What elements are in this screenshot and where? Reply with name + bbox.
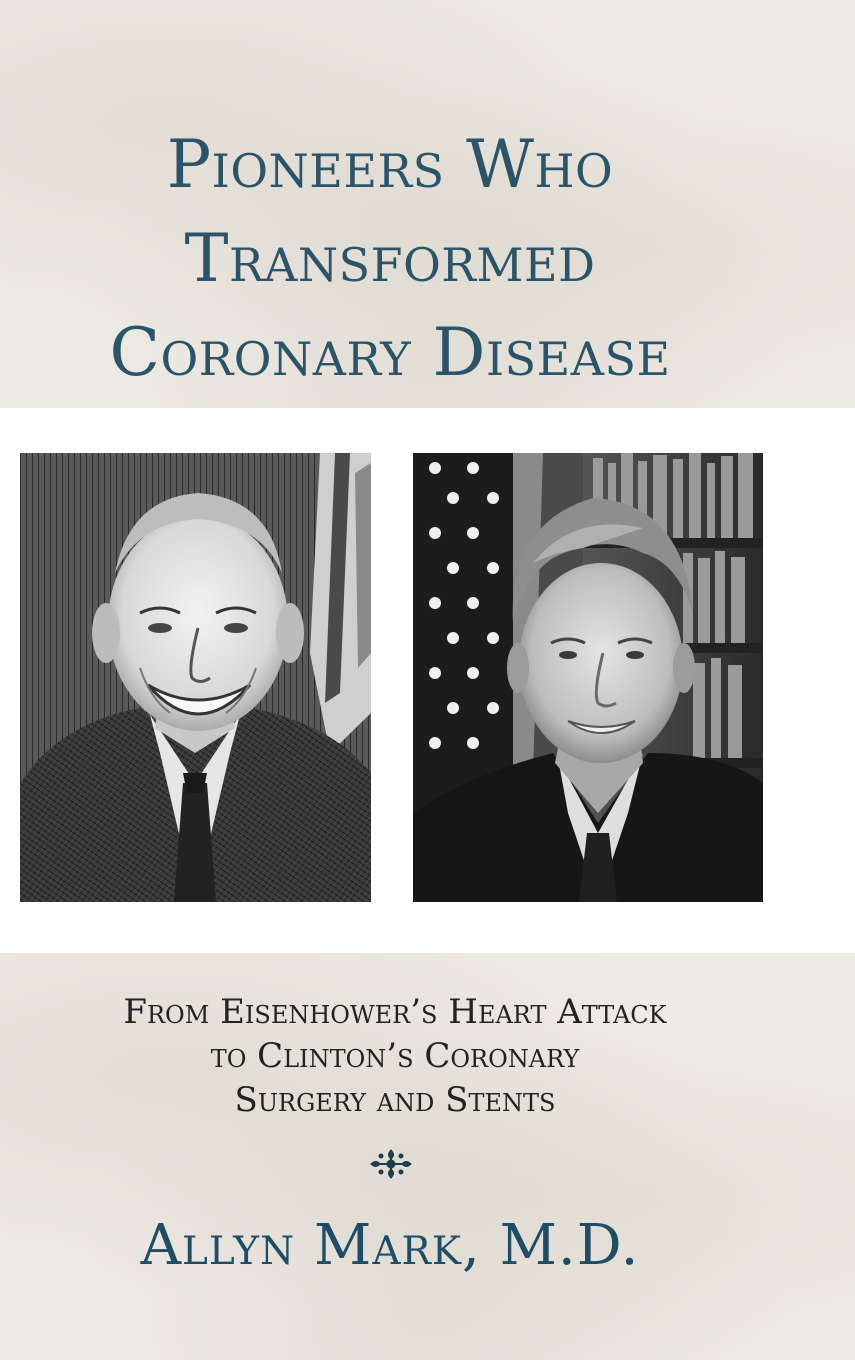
engraving-portrait-image [20,453,371,902]
book-title [0,118,780,400]
subtitle-line-2: to Clinton’s Coronary [210,1036,580,1076]
book-subtitle [0,990,790,1122]
subtitle-line-3: Surgery and Stents [234,1080,556,1120]
title-line-1: Pioneers Who [166,126,614,203]
photograph-portrait-image [413,453,763,902]
title-line-2: Transformed [184,220,596,297]
portrait-left-eisenhower [20,453,371,902]
fleuron-icon [369,1146,413,1182]
book-author: Allyn Mark, M.D. [140,1213,640,1278]
title-line-3: Coronary Disease [109,314,671,391]
portrait-right-clinton [413,453,763,902]
subtitle-line-1: From Eisenhower’s Heart Attack [123,992,667,1032]
